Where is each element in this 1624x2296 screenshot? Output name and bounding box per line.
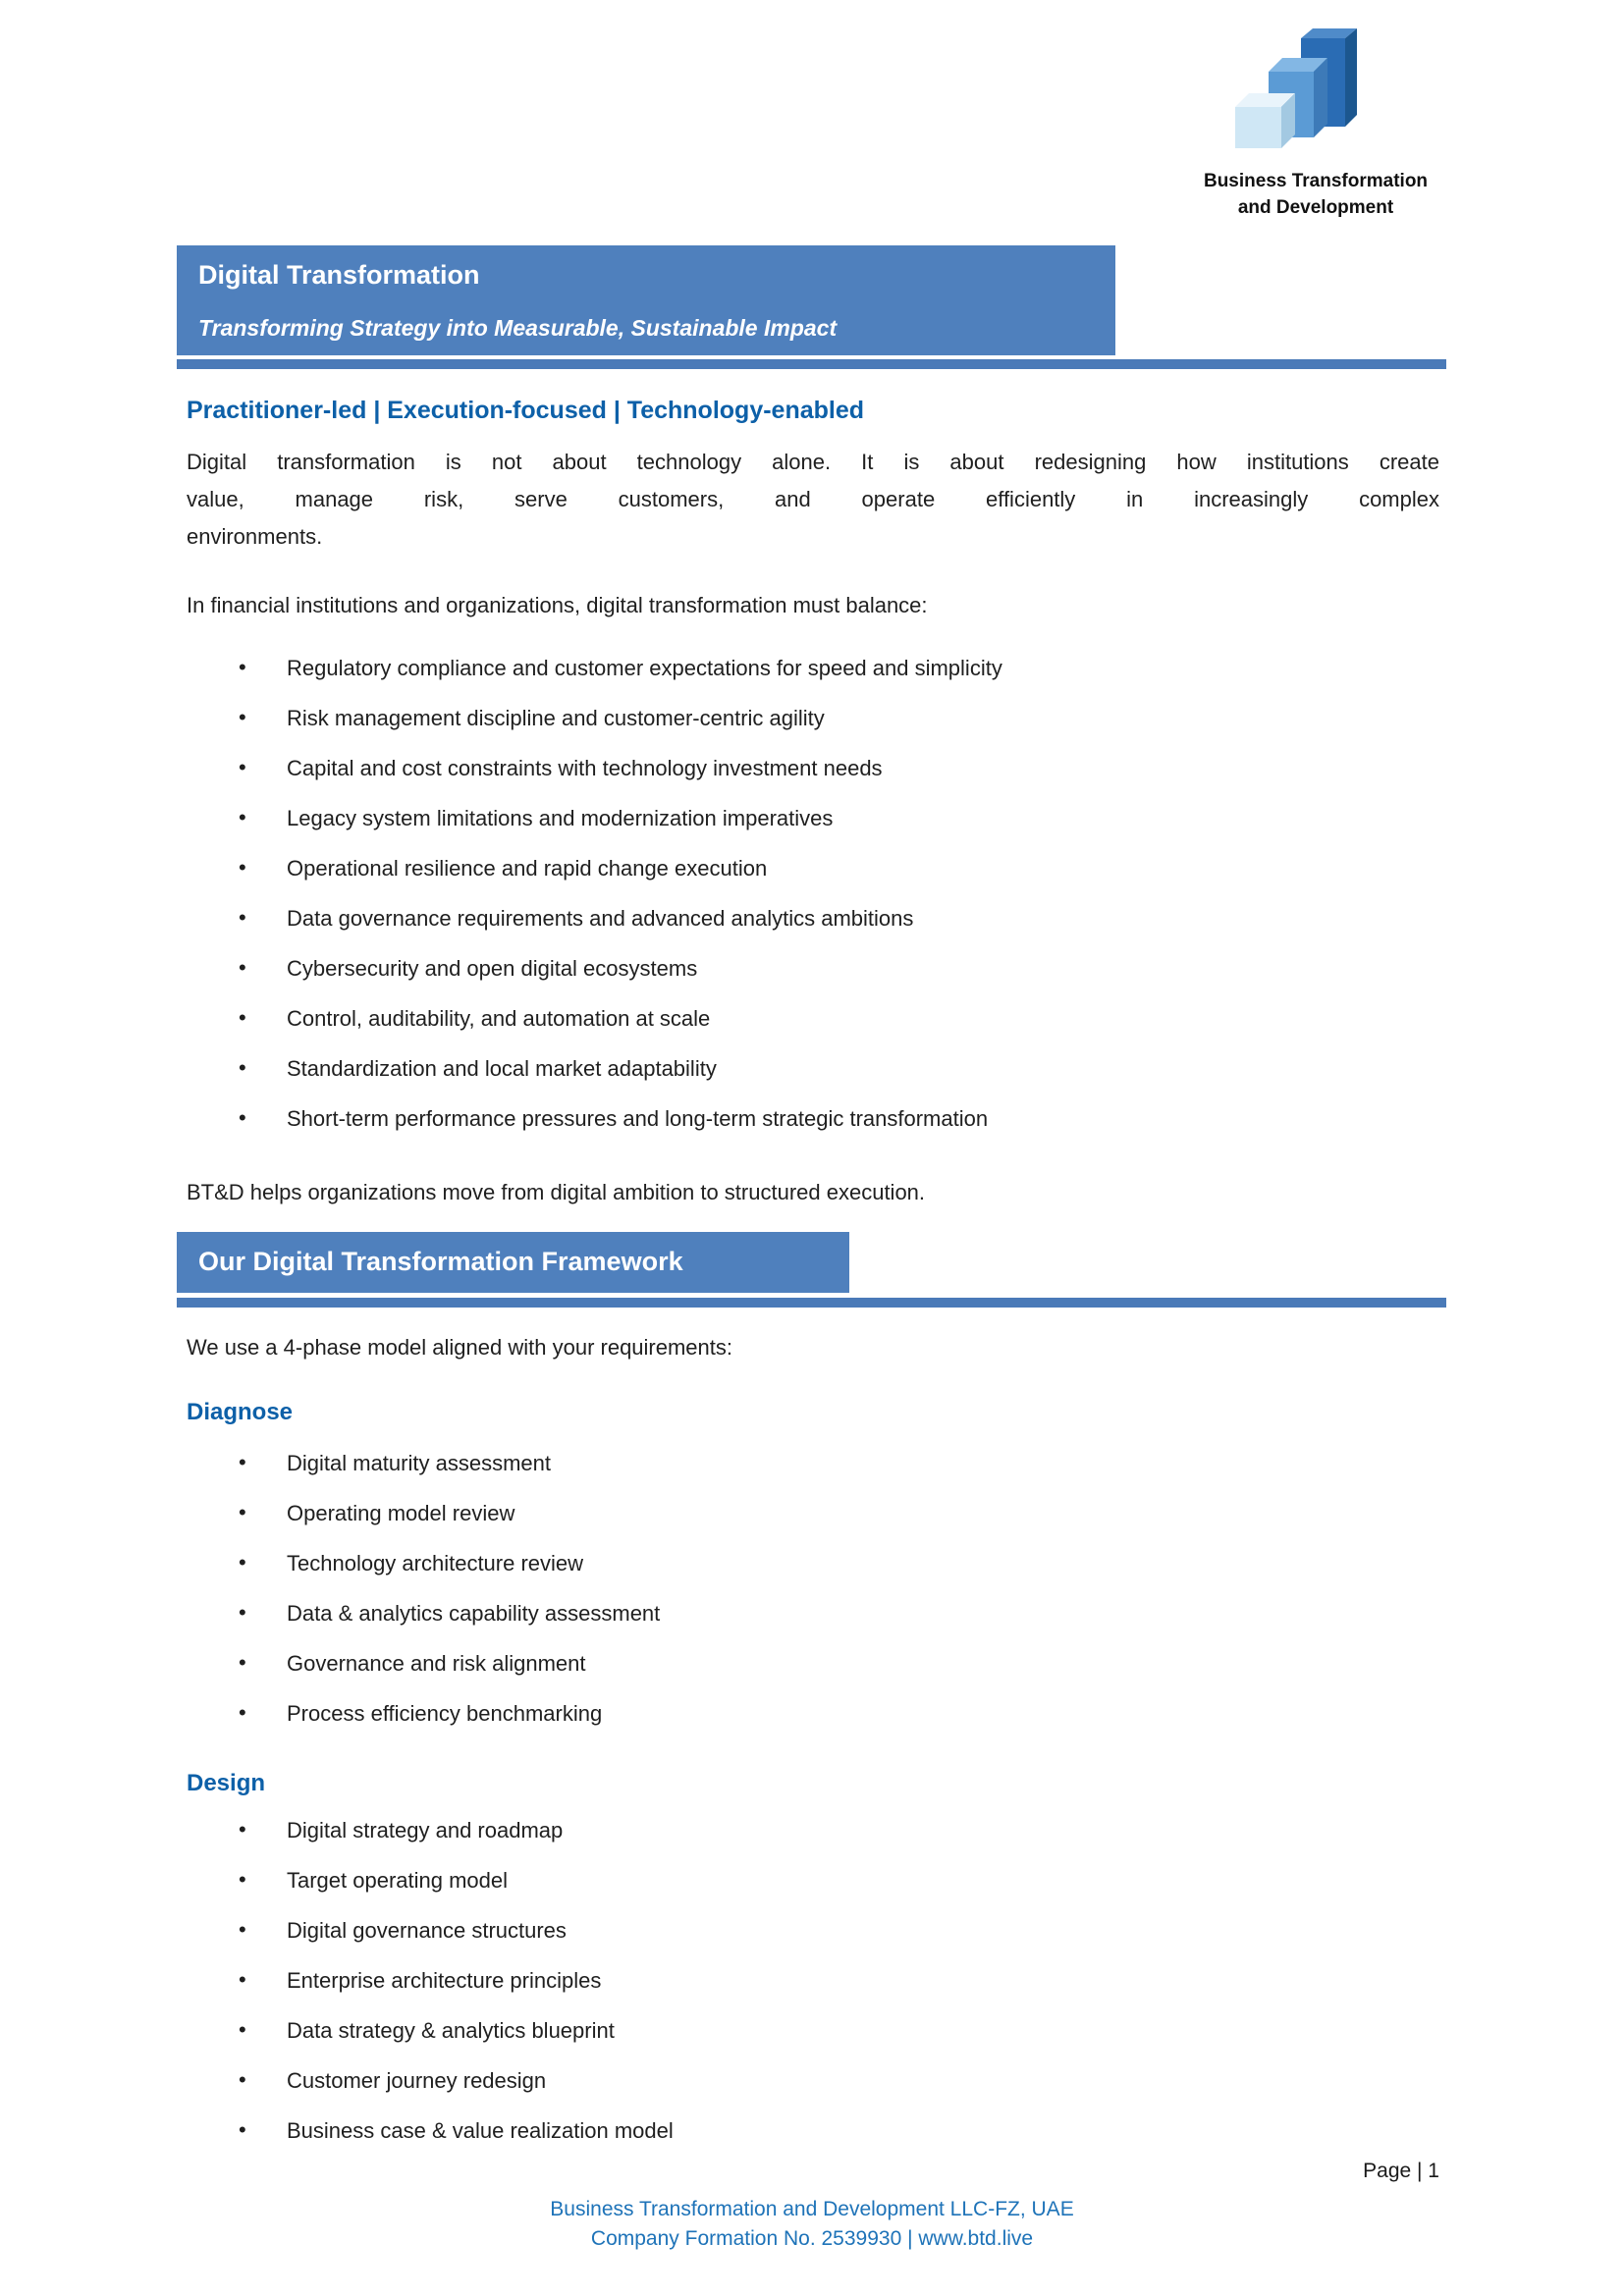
list-item-text: Capital and cost constraints with technology investment needs [287, 756, 883, 780]
page-number: Page | 1 [1363, 2160, 1439, 2182]
list-item [187, 1645, 1463, 1682]
list-item-text: Operational resilience and rapid change execution [287, 856, 768, 881]
bullet-icon: • [239, 1550, 246, 1575]
bullet-icon: • [239, 1650, 246, 1675]
balance-paragraph: In financial institutions and organizations, digital transformation must balance: [187, 593, 928, 617]
list-item-text: Business case & value realization model [287, 2118, 674, 2143]
list-item-text: Risk management discipline and customer-centric agility [287, 706, 825, 730]
list-item-text: Target operating model [287, 1868, 509, 1893]
header-band-underline [177, 359, 1446, 369]
list-item [187, 1495, 1463, 1532]
logo-small-bar [1235, 93, 1295, 148]
page-subtitle: Transforming Strategy into Measurable, Sustainable Impact [198, 315, 838, 341]
list-item [187, 1000, 1463, 1038]
bullet-icon: • [239, 805, 246, 829]
bullet-icon: • [239, 1917, 246, 1942]
list-item-text: Operating model review [287, 1501, 515, 1525]
list-item [187, 1862, 1463, 1899]
list-item-text: Short-term performance pressures and long-term strategic transformation [287, 1106, 989, 1131]
footer-company-line: Business Transformation and Development LLC-FZ, UAE [550, 2198, 1074, 2220]
list-item-text: Process efficiency benchmarking [287, 1701, 603, 1726]
diagnose-bullet-list [187, 1445, 1463, 1745]
framework-intro: We use a 4-phase model aligned with your requirements: [187, 1335, 733, 1360]
list-item [187, 1812, 1463, 1849]
list-item-text: Governance and risk alignment [287, 1651, 586, 1676]
list-item [187, 1100, 1463, 1138]
bullet-icon: • [239, 855, 246, 880]
bullet-icon: • [239, 755, 246, 779]
header-band [177, 245, 1115, 355]
list-item-text: Customer journey redesign [287, 2068, 547, 2093]
list-item-text: Cybersecurity and open digital ecosystems [287, 956, 698, 981]
footer-registration-line: Company Formation No. 2539930 | www.btd.live [590, 2227, 1034, 2250]
list-item-text: Standardization and local market adaptability [287, 1056, 717, 1081]
list-item [187, 1962, 1463, 2000]
intro-paragraph-line: value, manage risk, serve customers, and operate efficiently in increasingly complex [187, 487, 1439, 511]
closing-statement: BT&D helps organizations move from digital ambition to structured execution. [187, 1180, 926, 1204]
bullet-icon: • [239, 1450, 246, 1474]
list-item-text: Legacy system limitations and modernization imperatives [287, 806, 834, 830]
bullet-icon: • [239, 1817, 246, 1842]
list-item [187, 2112, 1463, 2150]
list-item [187, 1912, 1463, 1949]
list-item [187, 850, 1463, 887]
list-item-text: Control, auditability, and automation at scale [287, 1006, 711, 1031]
list-item-text: Digital maturity assessment [287, 1451, 551, 1475]
intro-paragraph [187, 444, 1439, 556]
list-item-text: Data governance requirements and advanced analytics ambitions [287, 906, 914, 931]
phase-heading-design: Design [187, 1770, 266, 1796]
bullet-icon: • [239, 1005, 246, 1030]
page-title: Digital Transformation [198, 260, 480, 290]
list-item [187, 1595, 1463, 1632]
list-item [187, 750, 1463, 787]
intro-heading: Practitioner-led | Execution-focused | Technology-enabled [187, 397, 865, 424]
bullet-icon: • [239, 1700, 246, 1725]
list-item-text: Enterprise architecture principles [287, 1968, 602, 1993]
bullet-icon: • [239, 705, 246, 729]
bullet-icon: • [239, 1500, 246, 1524]
list-item [187, 800, 1463, 837]
list-item [187, 900, 1463, 937]
phase-heading-diagnose: Diagnose [187, 1399, 294, 1425]
list-item-text: Data strategy & analytics blueprint [287, 2018, 615, 2043]
list-item [187, 700, 1463, 737]
list-item [187, 650, 1463, 687]
bar-chart-logo-icon [1218, 25, 1414, 162]
company-logo [1168, 25, 1463, 221]
logo-brand-line2: and Development [1237, 197, 1394, 218]
list-item-text: Technology architecture review [287, 1551, 584, 1575]
bullet-icon: • [239, 655, 246, 679]
bullet-icon: • [239, 1105, 246, 1130]
framework-band [177, 1232, 849, 1293]
bullet-icon: • [239, 1967, 246, 1992]
bullet-icon: • [239, 2067, 246, 2092]
list-item [187, 1545, 1463, 1582]
bullet-icon: • [239, 2017, 246, 2042]
list-item-text: Digital governance structures [287, 1918, 567, 1943]
list-item [187, 1445, 1463, 1482]
list-item-text: Digital strategy and roadmap [287, 1818, 564, 1842]
framework-band-title: Our Digital Transformation Framework [198, 1247, 683, 1276]
bullet-icon: • [239, 1600, 246, 1625]
bullet-icon: • [239, 905, 246, 930]
bullet-icon: • [239, 2117, 246, 2142]
list-item-text: Regulatory compliance and customer expectations for speed and simplicity [287, 656, 1002, 680]
intro-paragraph-line: environments. [187, 524, 323, 549]
list-item [187, 2062, 1463, 2100]
intro-paragraph-line: Digital transformation is not about technology alone. It is about redesigning how institutions create [187, 450, 1439, 474]
bullet-icon: • [239, 1055, 246, 1080]
list-item-text: Data & analytics capability assessment [287, 1601, 661, 1626]
bullet-icon: • [239, 955, 246, 980]
framework-band-underline [177, 1298, 1446, 1308]
list-item [187, 1695, 1463, 1733]
logo-brand-line1: Business Transformation [1203, 171, 1429, 191]
list-item [187, 950, 1463, 988]
bullet-icon: • [239, 1867, 246, 1892]
design-bullet-list [187, 1812, 1463, 2163]
list-item [187, 2012, 1463, 2050]
list-item [187, 1050, 1463, 1088]
balance-bullet-list [187, 650, 1463, 1150]
